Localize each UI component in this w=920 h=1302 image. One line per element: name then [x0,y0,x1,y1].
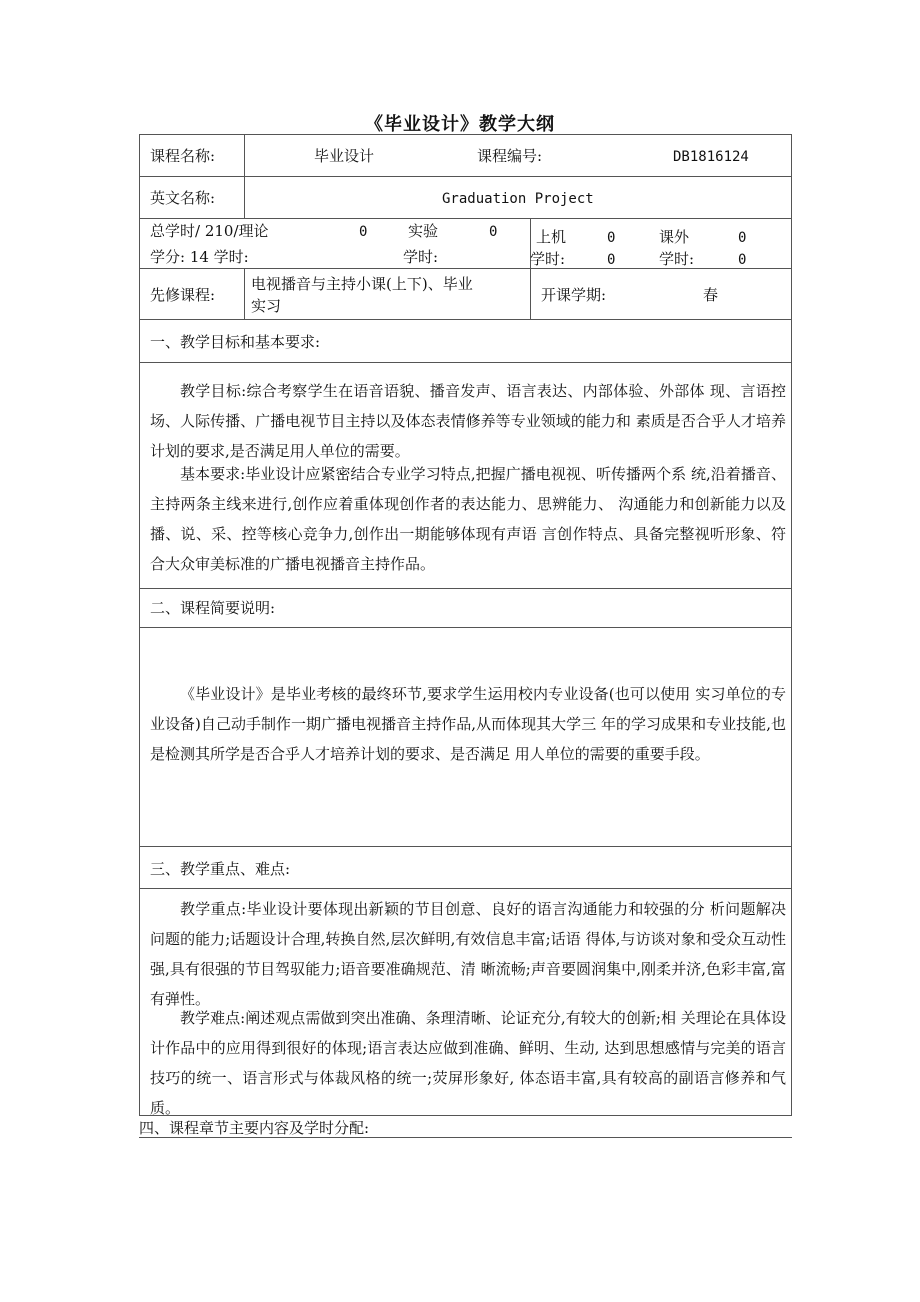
document-title: 《毕业设计》教学大纲 [365,114,555,135]
credits: 学分: 14 学时: [150,248,249,266]
lab-hours: 0 [489,224,498,240]
section-3-difficulties: 教学难点:阐述观点需做到突出准确、条理清晰、论证充分,有较大的创新;相 关理论在具体设计作品中的应用得到很好的体现;语言表达应做到准确、鲜明、生动, 达到思想感情与完美的语言技巧的统一、语言形式与体裁风格的统一;荧屏形象好, 体态语丰富,具有较高的副语言修养和气质。 [150,1009,786,1117]
computer-label: 上机 [536,228,567,246]
section-1-goal: 教学目标:综合考察学生在语音语貌、播音发声、语言表达、内部体验、外部体 现、言语控场、人际传播、广播电视节目主持以及体态表情修养等专业领域的能力和 素质是否合乎人才培养计划的要求,是否满足用人单位的需要。 [150,382,786,460]
section-3-heading-cell [139,846,792,889]
row-english-name [139,176,792,219]
semester-value: 春 [703,286,719,304]
extra-hours-value: 0 [738,252,747,268]
course-name-label: 课程名称: [150,147,216,165]
extra-hours-label: 学时: [659,250,695,268]
lab-label: 实验 [408,222,439,240]
section-2-description: 《毕业设计》是毕业考核的最终环节,要求学生运用校内专业设备(也可以使用 实习单位的专业设备)自己动手制作一期广播电视播音主持作品,从而体现其大学三 年的学习成果和专业技能,也是检测其所学是否合乎人才培养计划的要求、是否满足 用人单位的需要的重要手段。 [150,685,786,763]
course-code-label: 课程编号: [477,147,543,165]
section-1-requirement: 基本要求:毕业设计应紧密结合专业学习特点,把握广播电视视、听传播两个系 统,沿着播音、主持两条主线来进行,创作应着重体现创作者的表达能力、思辨能力、 沟通能力和创新能力以及播、说、采、控等核心竞争力,创作出一期能够体现有声语 言创作特点、具备完整视听形象、符合大众审美标准的广播电视播音主持作品。 [150,465,786,573]
computer-hours-label: 学时: [530,250,566,268]
total-hours: 总学时/ 210/理论 [150,222,269,240]
theory-hours: 0 [359,224,368,240]
section-1-heading: 一、教学目标和基本要求: [150,333,321,351]
extra-label: 课外 [659,228,690,246]
prereq-line1: 电视播音与主持小课(上下)、毕业 [251,275,473,293]
row-course-name [139,134,792,177]
section-3-heading: 三、教学重点、难点: [150,860,291,878]
section-2-heading-cell [139,588,792,628]
section-2-heading: 二、课程简要说明: [150,599,276,617]
prereq-label: 先修课程: [150,286,216,304]
course-code-value: DB1816124 [673,149,749,165]
section-3-key-points: 教学重点:毕业设计要体现出新颖的节目创意、良好的语言沟通能力和较强的分 析问题解决问题的能力;话题设计合理,转换自然,层次鲜明,有效信息丰富;话语 得体,与访谈对象和受众互动性强,具有很强的节目驾驭能力;语音要准确规范、清 晰流畅;声音要圆润集中,刚柔并济,色彩丰富,富有弹性。 [150,900,786,1008]
row-hours [139,218,792,269]
computer-hours: 0 [607,230,616,246]
semester-label: 开课学期: [541,286,607,304]
course-name-value: 毕业设计 [314,147,375,165]
section-1-heading-cell [139,319,792,363]
english-name-value: Graduation Project [442,191,594,207]
english-name-label: 英文名称: [150,189,216,207]
extra-hours: 0 [738,230,747,246]
lab-hours-label: 学时: [403,248,439,266]
row-prerequisite [139,268,792,320]
section-4-underline [139,1137,792,1138]
computer-hours-value: 0 [607,252,616,268]
prereq-line2: 实习 [251,297,282,315]
section-4-heading: 四、课程章节主要内容及学时分配: [139,1119,370,1137]
